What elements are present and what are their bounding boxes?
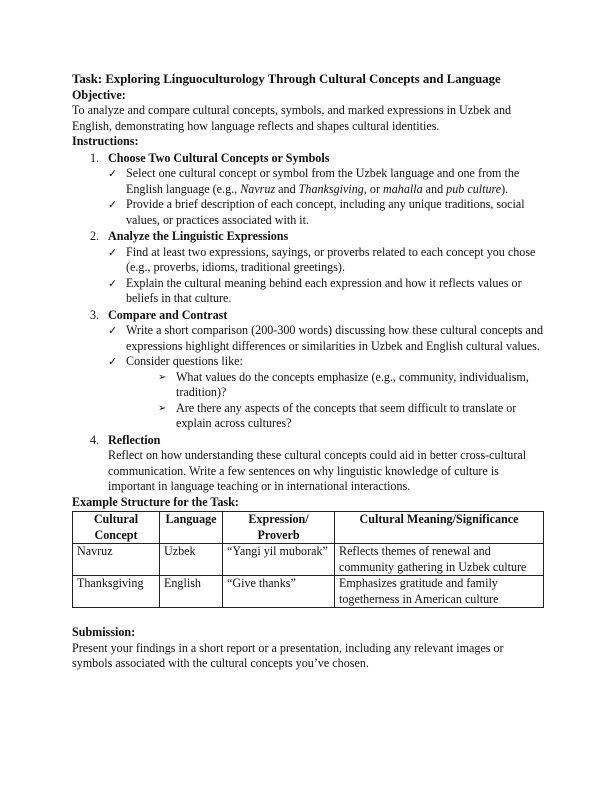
table-cell: Thanksgiving	[73, 576, 160, 608]
step-number: 2.	[90, 229, 100, 243]
table-row	[73, 544, 544, 576]
document-page	[72, 72, 544, 672]
column-header: Language	[160, 512, 223, 544]
checkmark-icon: ✓	[108, 167, 118, 180]
step-number: 1.	[90, 150, 100, 165]
example-term: mahalla	[383, 181, 423, 196]
list-item	[108, 166, 544, 197]
submission-heading: Submission:	[72, 625, 136, 639]
table-cell: English	[160, 576, 223, 608]
checkmark-icon: ✓	[108, 355, 118, 368]
table-cell: “Give thanks”	[223, 576, 335, 608]
arrow-bullet-icon: ➢	[158, 371, 167, 383]
sub-list-item	[108, 401, 544, 432]
submission-section	[72, 625, 544, 672]
column-header: Expression/ Proverb	[223, 512, 335, 544]
table-cell: Reflects themes of renewal and community gathering in Uzbek culture	[335, 544, 544, 576]
instructions-heading: Instructions:	[72, 134, 139, 148]
example-term: Thanksgiving	[298, 181, 364, 196]
step-2	[72, 229, 544, 307]
step-number: 3.	[90, 307, 100, 322]
checkmark-icon: ✓	[108, 324, 118, 337]
bullet-text: , or	[363, 181, 383, 196]
list-item	[108, 197, 544, 228]
example-term: pub culture	[446, 181, 502, 196]
bullet-text: Write a short comparison (200-300 words) discussing how these cultural concepts and expressions highlight differences or similarities in Uzbek and English cultural values.	[126, 323, 543, 353]
step-title: Choose Two Cultural Concepts or Symbols	[108, 150, 330, 165]
bullet-text: Select one cultural concept or symbol from the Uzbek language and one from the English language (e.g.,	[126, 166, 520, 196]
step-title: Analyze the Linguistic Expressions	[108, 229, 289, 243]
sub-bullet-text: Are there any aspects of the concepts that seem difficult to translate or explain across cultures?	[176, 400, 517, 430]
checkmark-icon: ✓	[108, 245, 118, 259]
bullet-text: Find at least two expressions, sayings, or proverbs related to each concept you chose (e.g., proverbs, idioms, traditional greetings).	[126, 244, 536, 274]
table-cell: “Yangi yil muborak”	[223, 544, 335, 576]
checkmark-icon: ✓	[108, 198, 118, 211]
step-4	[72, 433, 544, 495]
list-item	[108, 354, 544, 370]
sub-bullet-text: What values do the concepts emphasize (e.g., community, individualism, tradition)?	[176, 369, 529, 399]
step-title: Compare and Contrast	[108, 307, 228, 322]
sub-list-item	[108, 370, 544, 401]
list-item	[108, 245, 544, 276]
checkmark-icon: ✓	[108, 276, 118, 290]
objective-heading: Objective:	[72, 87, 126, 102]
bullet-text: Provide a brief description of each concept, including any unique traditions, social values, or practices associated with it.	[126, 197, 525, 227]
example-heading: Example Structure for the Task:	[72, 494, 239, 509]
step-3	[72, 308, 544, 432]
document-title: Task: Exploring Linguoculturology Through Cultural Concepts and Language	[72, 72, 501, 86]
table-cell: Uzbek	[160, 544, 223, 576]
table-cell: Navruz	[73, 544, 160, 576]
list-item	[108, 276, 544, 307]
list-item	[108, 323, 544, 354]
bullet-text: ).	[501, 181, 509, 196]
step-title: Reflection	[108, 432, 161, 447]
table-cell: Emphasizes gratitude and family togetherness in American culture	[335, 576, 544, 608]
column-header: Cultural Meaning/Significance	[335, 512, 544, 544]
reflection-text: Reflect on how understanding these cultural concepts could aid in better cross-cultural communication. Write a few sentences on why linguistic knowledge of culture is important in language teaching or in international interactions.	[108, 448, 527, 493]
objective-text: To analyze and compare cultural concepts, symbols, and marked expressions in Uzbek and English, demonstrating how language reflects and shapes cultural identities.	[72, 103, 512, 133]
bullet-text: Explain the cultural meaning behind each expression and how it reflects values or beliefs in that culture.	[126, 275, 522, 305]
column-header: Cultural Concept	[73, 512, 160, 544]
example-term: Navruz	[240, 181, 276, 196]
table-row	[73, 576, 544, 608]
bullet-text: and	[422, 181, 447, 196]
step-number: 4.	[90, 432, 100, 447]
bullet-text: and	[275, 181, 299, 196]
bullet-text: Consider questions like:	[126, 354, 243, 368]
step-1	[72, 151, 544, 229]
example-table	[72, 511, 544, 608]
table-header-row	[73, 512, 544, 544]
submission-text: Present your findings in a short report or a presentation, including any relevant images or symbols associated with the cultural concepts you’ve chosen.	[72, 640, 504, 670]
arrow-bullet-icon: ➢	[158, 402, 167, 414]
